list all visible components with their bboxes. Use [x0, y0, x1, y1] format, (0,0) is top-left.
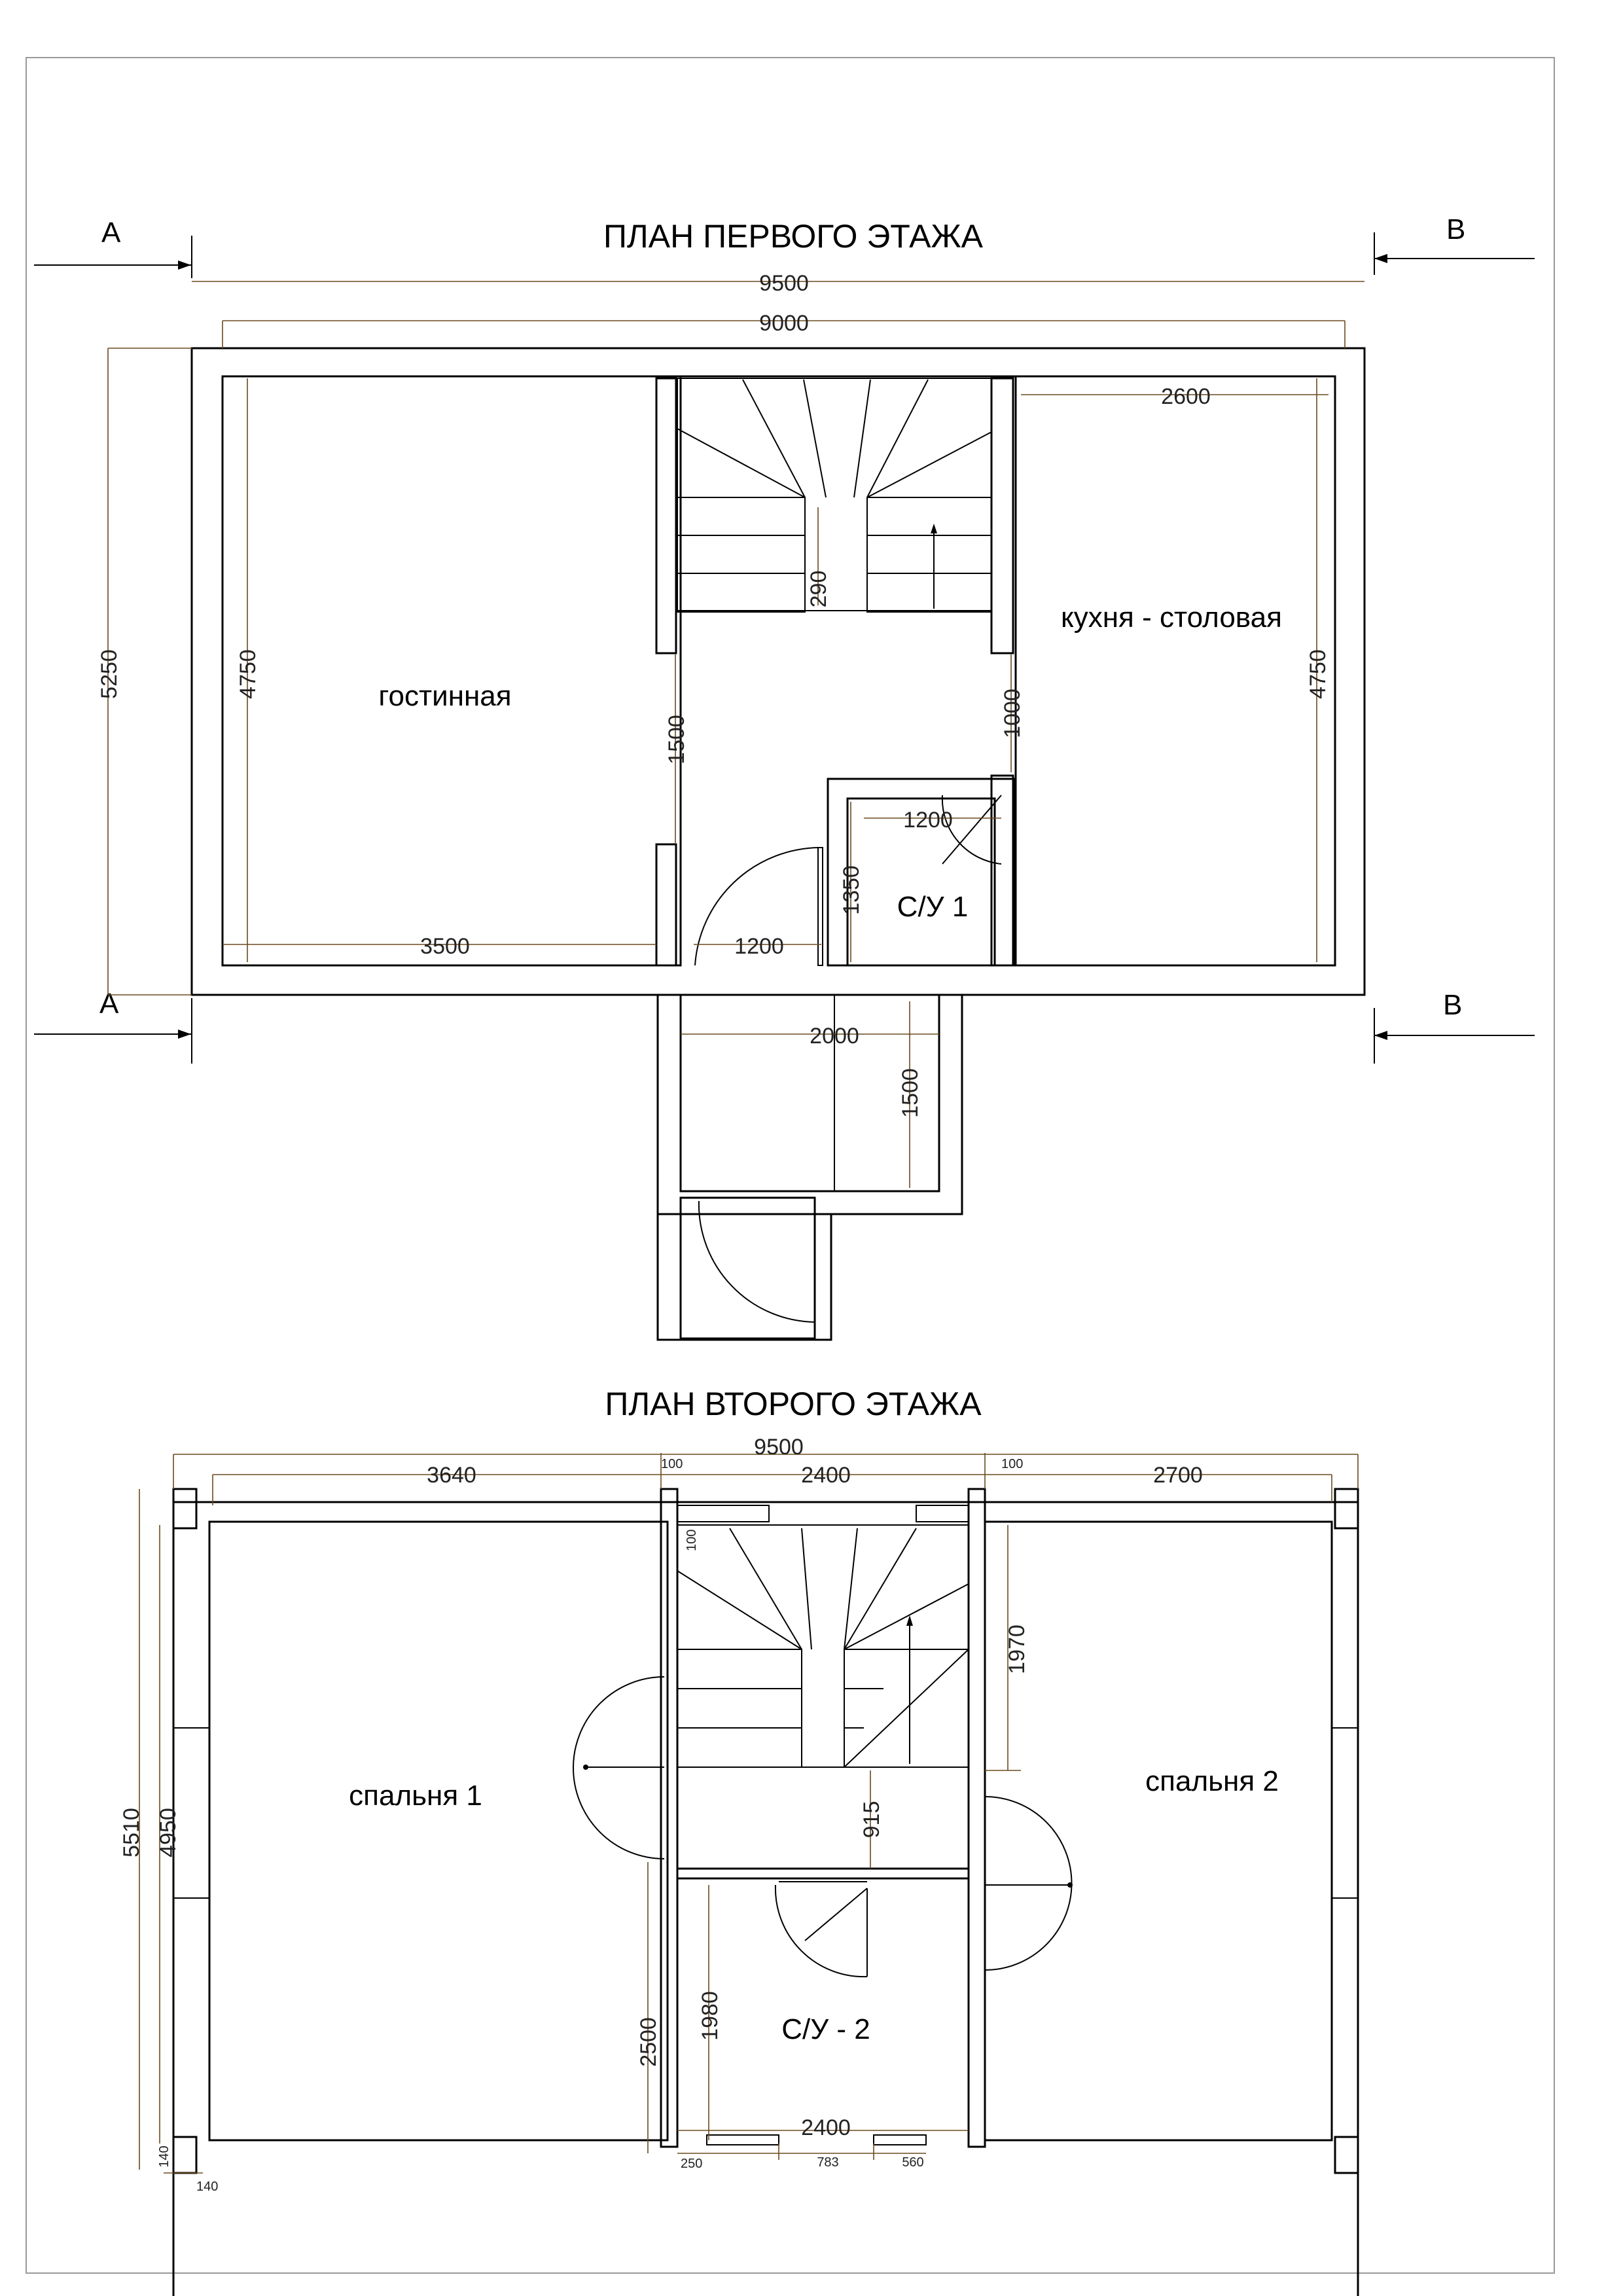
dim2-wall-top-100: 100 — [685, 1529, 699, 1551]
dim-wc1-width-1200: 1200 — [903, 808, 953, 833]
dim2-overall-width-9500: 9500 — [754, 1435, 804, 1460]
dim2-depth-4950: 4950 — [156, 1808, 181, 1857]
dim2-wall-right-100: 100 — [1001, 1457, 1024, 1471]
dim-porch-width-2000: 2000 — [810, 1024, 859, 1049]
sheet-frame — [26, 58, 1554, 2273]
plan1-staircase — [677, 378, 991, 612]
dim-living-width-3500: 3500 — [420, 934, 470, 959]
plan1-title: ПЛАН ПЕРВОГО ЭТАЖА — [603, 218, 984, 255]
dim2-landing-915: 915 — [859, 1801, 884, 1839]
section-label-a-bottom: A — [99, 988, 119, 1020]
dim2-seg-250: 250 — [681, 2157, 703, 2171]
dim-opening-1000: 1000 — [1000, 689, 1025, 738]
dim2-wall-left-100: 100 — [661, 1457, 683, 1471]
plan1-dimensions — [97, 271, 1364, 1188]
dim2-corner-140-v: 140 — [157, 2145, 171, 2168]
dim-stair-290: 290 — [806, 570, 831, 608]
dim2-wc2-2500: 2500 — [636, 2017, 661, 2067]
room-wc1: С/У 1 — [897, 891, 969, 923]
plan2-title: ПЛАН ВТОРОГО ЭТАЖА — [605, 1386, 982, 1422]
dim2-hall-width-2400: 2400 — [801, 1463, 851, 1488]
dim-depth-5250: 5250 — [97, 649, 122, 699]
room-bedroom-2: спальня 2 — [1145, 1765, 1279, 1797]
room-bedroom-1: спальня 1 — [349, 1780, 482, 1812]
dim-opening-1500: 1500 — [664, 715, 689, 764]
dim-porch-depth-1500: 1500 — [898, 1068, 923, 1118]
plan2-staircase — [677, 1525, 969, 1767]
dim2-seg-560: 560 — [902, 2155, 924, 2170]
dim-inner-width-9000: 9000 — [759, 311, 809, 336]
dim-kitchen-depth-4750: 4750 — [1306, 649, 1330, 699]
dim-living-depth-4750: 4750 — [236, 649, 260, 699]
dim-kitchen-width-2600: 2600 — [1161, 384, 1211, 409]
plan2-walls — [173, 1489, 1358, 2296]
dim2-stair-1970: 1970 — [1005, 1624, 1029, 1674]
dim2-wc2-1980: 1980 — [698, 1991, 722, 2041]
dim2-seg-783: 783 — [817, 2155, 839, 2170]
section-label-b-top: B — [1446, 213, 1466, 245]
room-living: гостинная — [378, 680, 512, 712]
plan2-dimensions — [119, 1435, 1358, 2194]
dim-door-1200: 1200 — [734, 934, 784, 959]
section-label-b-bottom: B — [1443, 989, 1463, 1021]
dim2-wc2-width-2400: 2400 — [801, 2115, 851, 2140]
dim2-bed1-width-3640: 3640 — [427, 1463, 476, 1488]
dim-wc1-depth-1350: 1350 — [839, 865, 864, 915]
room-wc2: С/У - 2 — [781, 2013, 870, 2045]
dim2-bed2-width-2700: 2700 — [1153, 1463, 1203, 1488]
dim2-corner-140-h: 140 — [196, 2179, 219, 2194]
section-label-a-top: A — [101, 217, 121, 249]
section-markers — [34, 213, 1535, 1064]
dim2-depth-5510: 5510 — [119, 1808, 144, 1857]
room-kitchen: кухня - столовая — [1061, 601, 1282, 634]
dim-overall-width-9500: 9500 — [759, 271, 809, 296]
